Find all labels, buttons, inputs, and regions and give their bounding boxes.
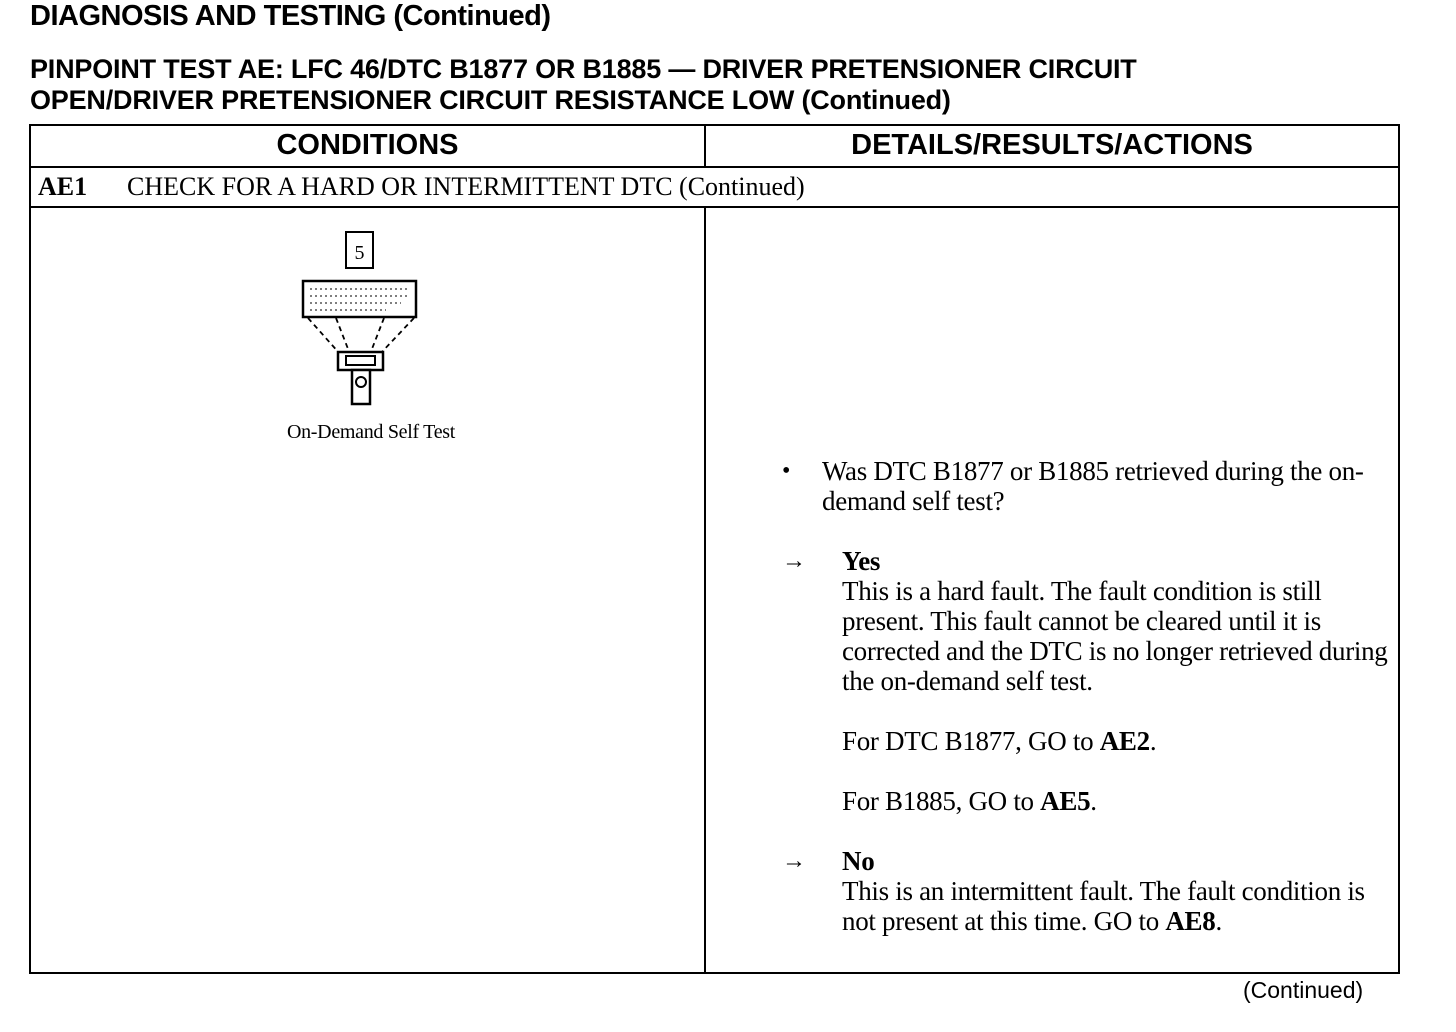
procedure-table xyxy=(29,124,1400,974)
no-label: No xyxy=(842,846,875,876)
no-description-text: This is an intermittent fault. The fault condition is not present at this time. GO to xyxy=(842,876,1365,936)
yes-action2-text: For B1885, GO to xyxy=(842,786,1041,816)
scan-tool-connector-icon xyxy=(296,226,456,426)
test-title-line-2: OPEN/DRIVER PRETENSIONER CIRCUIT RESISTANCE LOW (Continued) xyxy=(30,85,951,115)
page-heading: DIAGNOSIS AND TESTING (Continued) xyxy=(30,0,551,32)
yes-arrow-icon: → xyxy=(782,548,806,574)
details-results-actions xyxy=(707,208,1397,972)
details-column-header: DETAILS/RESULTS/ACTIONS xyxy=(851,129,1253,161)
header-rule xyxy=(31,166,1398,168)
step-row xyxy=(38,172,805,202)
go-to-ae2-link[interactable]: AE2 xyxy=(1099,726,1150,756)
body-column-divider xyxy=(704,208,706,974)
yes-description: This is a hard fault. The fault condition is still present. This fault cannot be cleared until it is corrected and the DTC is no longer retrieved during the on-demand self test. xyxy=(842,576,1388,696)
step-number-label: 5 xyxy=(354,242,365,264)
illustration-caption: On-Demand Self Test xyxy=(286,421,456,443)
conditions-column-header: CONDITIONS xyxy=(276,129,459,161)
yes-action-b1885: For B1885, GO to AE5. xyxy=(842,786,1097,816)
step-title: CHECK FOR A HARD OR INTERMITTENT DTC (Continued) xyxy=(127,172,805,201)
bullet-icon: • xyxy=(782,458,791,484)
no-arrow-icon: → xyxy=(782,848,806,874)
continued-footer: (Continued) xyxy=(1243,977,1364,1003)
go-to-ae8-link[interactable]: AE8 xyxy=(1165,906,1216,936)
go-to-ae5-link[interactable]: AE5 xyxy=(1040,786,1091,816)
pinpoint-test-title xyxy=(30,54,1137,116)
no-description: This is an intermittent fault. The fault condition is not present at this time. GO to AE8. xyxy=(842,876,1365,936)
yes-action-dtc-b1877: For DTC B1877, GO to AE2. xyxy=(842,726,1157,756)
yes-label: Yes xyxy=(842,546,881,576)
step-id: AE1 xyxy=(38,172,88,201)
question-text: Was DTC B1877 or B1885 retrieved during the on-demand self test? xyxy=(822,456,1364,516)
yes-action1-text: For DTC B1877, GO to xyxy=(842,726,1100,756)
test-title-line-1: PINPOINT TEST AE: LFC 46/DTC B1877 OR B1885 — DRIVER PRETENSIONER CIRCUIT xyxy=(30,54,1137,84)
